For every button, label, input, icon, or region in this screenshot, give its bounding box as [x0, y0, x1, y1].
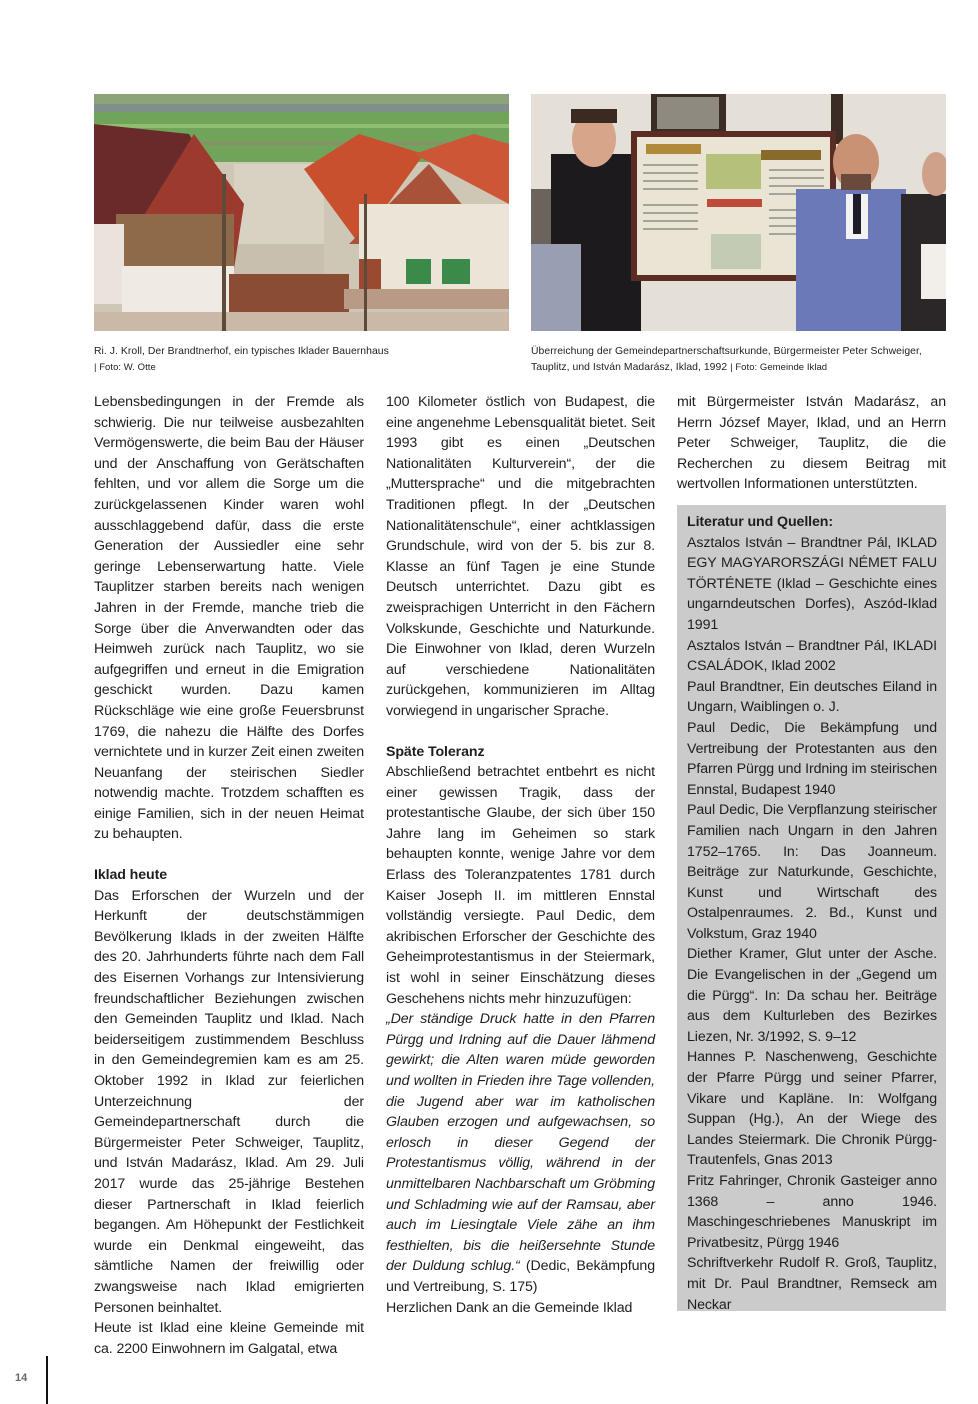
body-paragraph-continued: 100 Kilometer östlich von Budapest, die eine angenehme Lebensqualität bietet. Seit 1993 gibt es einen „Deutschen Nationalitäten Kulturverein“, der die „Muttersprache“ und die mitgebrachten Traditionen pflegt. In der „Deutschen Nationalitätenschule“, einer achtklassigen Grundschule, wird von der 5. bis zur 8. Klasse an fünf Tagen je eine Stunde Deutsch unterrichtet. Dazu gibt es zweisprachigen Unterricht in den Fächern Volkskunde, Geschichte und Naturkunde. Die Einwohner von Iklad, deren Wurzeln auf verschiedene Nationalitäten zurückgehen, kommunizieren im Alltag vorwiegend in ungarischer Sprache.: [386, 394, 655, 719]
literature-sources-box: [677, 505, 946, 1311]
photo-credit: | Foto: Gemeinde Iklad: [730, 362, 828, 373]
acknowledgement-paragraph-continued: mit Bürgermeister István Madarász, an Herrn József Mayer, Iklad, und an Herrn Peter Schweiger, Tauplitz, die die Recherchen zu diesem Beitrag mit wertvollen Informationen unterstützten.: [677, 394, 946, 493]
source-item: Hannes P. Naschenweng, Geschichte der Pfarre Pürgg und seiner Pfarrer, Vikare und Kapläne. In: Wolfgang Suppan (Hg.), An der Wiege des Landes Steiermark. Die Chronik Pürgg-Trautenfels, Gnas 2013: [687, 1049, 937, 1169]
source-item: Paul Dedic, Die Verpflanzung steirischer Familien nach Ungarn in den Jahren 1752–1765. In: Das Joanneum. Beiträge zur Naturkunde, Geschichte, Kunst und Wirtschaft des Ostalpenraumes. 2. Bd., Kunst und Volkstum, Graz 1940: [687, 802, 937, 942]
article-column-3: [677, 392, 946, 495]
section-heading-spaete-toleranz: Späte Toleranz: [386, 743, 485, 760]
painting-brandtnerhof-image: [94, 94, 509, 331]
source-item: Asztalos István – Brandtner Pál, IKLADI CSALÁDOK, Iklad 2002: [687, 637, 937, 675]
photo-credit: | Foto: W. Otte: [94, 362, 156, 373]
certificate-handover-photo: [531, 94, 946, 331]
sources-heading: Literatur und Quellen:: [687, 514, 833, 530]
figure-caption-text: Überreichung der Gemeindepartnerschaftsurkunde, Bürgermeister Peter Schweiger, Tauplitz, und István Madarász, Iklad, 1992: [531, 346, 922, 373]
source-item: Diether Kramer, Glut unter der Asche. Die Evangelischen in der „Gegend um die Pürgg“. In: Da schau her. Beiträge aus dem Kulturleben des Bezirkes Liezen, Nr. 3/1992, S. 9–12: [687, 946, 937, 1045]
quote-source: (Dedic, Bekämpfung und Vertreibung, S. 175): [386, 1258, 655, 1295]
acknowledgement-paragraph: Herzlichen Dank an die Gemeinde Iklad: [386, 1299, 633, 1316]
figure-caption-1: [94, 344, 514, 376]
article-column-1: [94, 392, 364, 1359]
source-item: Paul Dedic, Die Bekämpfung und Vertreibung der Protestanten aus den Pfarren Pürgg und Irdning im steirischen Ennstal, Budapest 1940: [687, 719, 937, 798]
source-item: Asztalos István – Brandtner Pál, IKLAD EGY MAGYARORSZÁGI NÉMET FALU TÖRTÉNETE (Iklad – Geschichte eines ungarndeutschen Dorfes), Aszód-Iklad 1991: [687, 534, 937, 633]
source-item: Schriftverkehr Rudolf R. Groß, Tauplitz, mit Dr. Paul Brandtner, Remseck am Neckar: [687, 1255, 937, 1313]
section-heading-iklad-heute: Iklad heute: [94, 867, 168, 884]
source-item: Fritz Fahringer, Chronik Gasteiger anno 1368 – anno 1946. Maschingeschriebenes Manuskript im Privatbesitz, Pürgg 1946: [687, 1173, 937, 1251]
body-paragraph: Lebensbedingungen in der Fremde als schwierig. Die nur teilweise ausbezahlten Vermögenswerte, die beim Bau der Häuser und der Anschaffung von Gerätschaften fehlten, und vor allem die Sorge um die zurückgelassenen Kinder waren wohl ausschlaggebend dafür, dass die erste Generation der Aussiedler eine sehr geringe Lebenserwartung hatte. Viele Tauplitzer starben bereits nach wenigen Jahren in der Fremde, manche trieb die Sorge über die Anverwandten oder das Heimweh zurück nach Tauplitz, wo sie aufgegriffen und erneut in die Emigration geschickt wurden. Dazu kamen Rückschläge wie eine große Feuersbrunst 1769, die nahezu die Hälfte des Dorfes vernichtete und in kurzer Zeit einen zweiten Neuanfang der steirischen Siedler notwendig machte. Trotzdem schafften es einige Familien, sich in der neuen Heimat zu behaupten.: [94, 394, 364, 843]
source-item: Paul Brandtner, Ein deutsches Eiland in Ungarn, Waiblingen o. J.: [687, 678, 937, 716]
body-paragraph: Heute ist Iklad eine kleine Gemeinde mit ca. 2200 Einwohnern im Galgatal, etwa: [94, 1320, 364, 1357]
figure-caption-text: Ri. J. Kroll, Der Brandtnerhof, ein typisches Iklader Bauernhaus: [94, 346, 389, 357]
body-paragraph: Abschließend betrachtet entbehrt es nicht einer gewissen Tragik, dass der protestantische Glaube, der sich über 150 Jahre lang im Geheimen so stark behaupten konnte, wenige Jahre vor dem Erlass des Toleranzpatentes 1781 durch Kaiser Joseph II. im mittleren Ennstal vollständig versiegte. Paul Dedic, dem akribischen Erforscher der Geschichte des Geheimprotestantismus in der Steiermark, ist wohl in seiner Einschätzung dieses Geschehens nichts mehr hinzuzufügen:: [386, 764, 655, 1007]
quote-text: „Der ständige Druck hatte in den Pfarren Pürgg und Irdning auf die Dauer lähmend gewirkt; die Alten waren müde geworden und wollten in Frieden ihre Tage vollenden, die Jugend aber war im katholischen Glauben erzogen und aufgewachsen, so erlosch in dieser Gegend der Protestantismus völlig, während in der unmittelbaren Nachbarschaft um Gröbming und Schladming wie auf der Ramsau, aber auch im Liesingtale Viele zähe an ihm festhielten, bis die heißersehnte Stunde der Duldung schlug.“: [386, 1011, 655, 1275]
article-column-2: [386, 392, 655, 1318]
body-paragraph: Das Erforschen der Wurzeln und der Herkunft der deutschstämmigen Bevölkerung Iklads in der zweiten Hälfte des 20. Jahrhunderts führte nach dem Fall des Eisernen Vorhangs zur Intensivierung freundschaftlicher Beziehungen zwischen den Gemeinden Tauplitz und Iklad. Nach beiderseitigem zustimmendem Beschluss in den Gemeindegremien kam es am 25. Oktober 1992 in Iklad zur feierlichen Unterzeichnung der Gemeindepartnerschaft durch die Bürgermeister Peter Schweiger, Tauplitz, und István Madarász, Iklad. Am 29. Juli 2017 wurde das 25-jährige Bestehen dieser Partnerschaft in Iklad feierlich begangen. Am Höhepunkt der Festlichkeit wurde ein Denkmal eingeweiht, das sämtliche Namen der freiwillig oder zwangsweise nach Iklad emigrierten Personen beinhaltet.: [94, 887, 364, 1316]
page-divider-rule: [46, 1356, 48, 1404]
figure-caption-2: [531, 344, 951, 376]
page-number: 14: [15, 1372, 28, 1384]
dedic-quote: [386, 1009, 655, 1297]
